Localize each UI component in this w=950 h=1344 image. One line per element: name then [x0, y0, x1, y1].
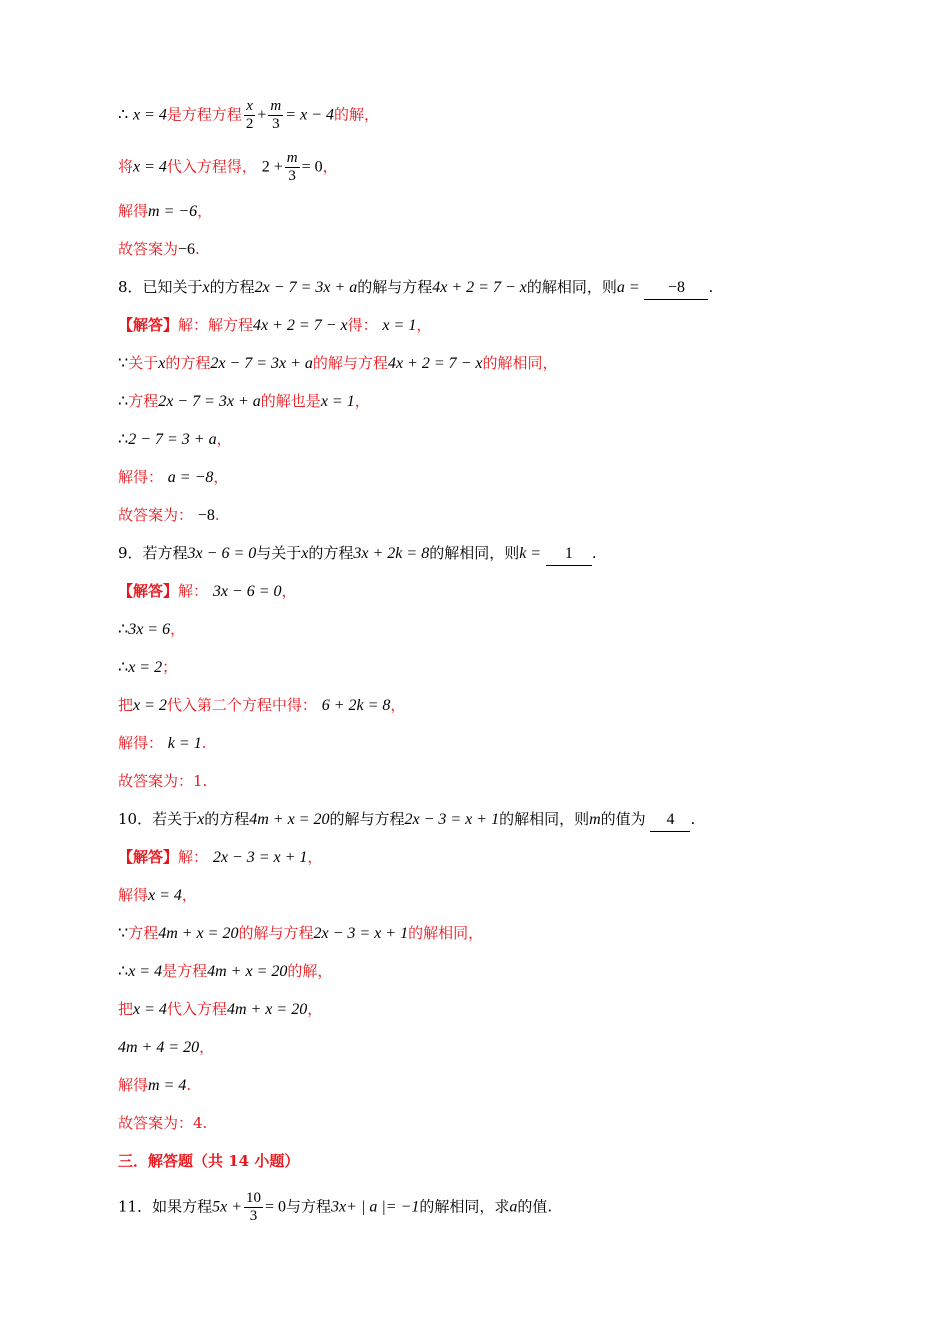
text: .	[690, 810, 696, 828]
variable: x	[158, 355, 166, 372]
answer-10-line-1	[118, 846, 322, 869]
math-expr: x = 1	[320, 393, 355, 410]
math-expr: 6 + 2k = 8	[321, 697, 391, 714]
text: ，	[390, 696, 406, 714]
text: 9．若方程	[118, 544, 188, 562]
math-expr: 4x + 2 = 7 − x	[432, 279, 527, 296]
answer-10-line-5	[118, 998, 322, 1021]
variable: x	[202, 279, 210, 296]
math-expr: m = −6	[148, 203, 198, 220]
text: 故答案为：1.	[118, 772, 208, 790]
math-expr: 2x − 3 = x + 1	[404, 811, 500, 828]
text: 的方程	[308, 544, 354, 562]
answer-9-line-1	[118, 580, 297, 603]
fraction: $\frac{m}{3}$	[270, 98, 282, 132]
text: 得：	[347, 316, 378, 334]
question-10	[118, 808, 695, 832]
solution-line-4	[118, 238, 200, 261]
text: 代入方程	[166, 1000, 227, 1018]
answer-blank: 1	[546, 543, 592, 566]
math-expr: 4x + 2 = 7 − x	[253, 317, 348, 334]
therefore-symbol: ∴	[118, 659, 129, 676]
plus-sign: +	[257, 106, 267, 124]
answer-8-line-6	[118, 504, 220, 527]
math-expr: 4x + 2 = 7 − x	[387, 355, 483, 372]
text: .	[195, 240, 200, 258]
text: ，	[281, 582, 297, 600]
text: 的方程	[209, 278, 255, 296]
text: 把	[118, 1000, 134, 1018]
math-expr: 2x − 7 = 3x + a	[158, 393, 261, 410]
answer-tag: 【解答】	[118, 582, 179, 600]
text: 的解相同，求	[419, 1197, 510, 1216]
answer-8-line-4	[118, 428, 232, 451]
answer-blank: −8	[644, 277, 708, 300]
answer-9-line-4	[118, 694, 405, 717]
math-expr: = 0	[301, 158, 323, 176]
text: .	[591, 544, 597, 562]
math-expr: 2x − 7 = 3x + a	[254, 279, 358, 296]
text: ；	[162, 658, 178, 676]
math-expr: 4m + x = 20	[226, 1001, 308, 1018]
math-expr: x = 4	[133, 1001, 167, 1018]
answer-8-line-3	[118, 390, 370, 413]
text: 解得：	[118, 734, 164, 752]
answer-10-line-8	[118, 1112, 207, 1134]
math-expr: a = −8	[167, 469, 214, 486]
question-9	[118, 542, 597, 566]
math-expr: k = 1	[167, 735, 202, 752]
text: 的方程	[165, 354, 211, 372]
math-expr: 2x − 3 = x + 1	[313, 925, 409, 942]
answer-9-line-2	[118, 618, 185, 641]
because-symbol: ∵	[118, 355, 129, 372]
math-expr: x = 1	[382, 317, 417, 334]
section-title: 三．解答题（共 14 小题）	[118, 1152, 300, 1170]
text: 解得	[118, 886, 149, 904]
answer-8-line-1	[118, 314, 431, 337]
math-expr: 2 − 7 = 3 + a	[128, 431, 217, 448]
math-expr: 4m + x = 20	[207, 963, 288, 980]
text: ，	[354, 392, 370, 410]
math-expr: 3x = 6	[128, 621, 171, 638]
text: 的解相同，则	[429, 544, 520, 562]
math-expr: k =	[519, 545, 542, 562]
text: 解：	[178, 848, 209, 866]
variable: x	[197, 811, 205, 828]
math-expr: −8	[197, 507, 215, 524]
math-expr: = 0	[265, 1198, 287, 1216]
answer-blank: 4	[650, 809, 690, 832]
text: 的值为	[600, 810, 646, 828]
solution-line-1	[118, 98, 379, 133]
answer-10-line-3	[118, 922, 483, 945]
answer-10-line-4	[118, 960, 332, 983]
therefore-symbol: ∴	[118, 106, 129, 124]
answer-9-line-6	[118, 770, 207, 792]
text: 11．如果方程	[118, 1197, 213, 1216]
text: ，	[416, 316, 432, 334]
text: 的方程	[204, 810, 250, 828]
therefore-symbol: ∴	[118, 963, 129, 980]
text: 解得	[118, 1076, 149, 1094]
text: 关于	[128, 354, 159, 372]
text: 解得：	[118, 468, 164, 486]
text: 的解与方程	[329, 810, 405, 828]
math-expr: 3x + 2k = 8	[353, 545, 430, 562]
text: .	[708, 278, 714, 296]
math-expr: x = 2	[133, 697, 167, 714]
text: 的解相同，	[408, 924, 484, 942]
text: ，	[197, 202, 213, 220]
text: ，	[181, 886, 197, 904]
question-8	[118, 276, 713, 300]
text: ，	[322, 157, 338, 176]
text: 方程	[128, 392, 159, 410]
text: 是方程方程	[166, 105, 242, 124]
math-expr: x = 4	[132, 106, 167, 124]
variable: a	[509, 1198, 518, 1216]
text: 的解相同，则	[499, 810, 590, 828]
section-heading	[118, 1150, 299, 1172]
math-expr: = x − 4	[285, 106, 334, 124]
math-expr: a =	[616, 279, 640, 296]
text: ，	[199, 1038, 215, 1056]
math-expr: x = 4	[133, 158, 167, 176]
answer-8-line-5	[118, 466, 228, 489]
answer-tag: 【解答】	[118, 848, 179, 866]
text: 方程	[128, 924, 159, 942]
text: 与方程	[286, 1197, 332, 1216]
therefore-symbol: ∴	[118, 621, 129, 638]
text: .	[201, 734, 207, 752]
because-symbol: ∵	[118, 925, 129, 942]
math-expr: m = 4	[148, 1077, 187, 1094]
math-expr: 3x+ | a |= −1	[331, 1198, 420, 1216]
text: ，	[307, 848, 323, 866]
fraction: $\frac{10}{3}$	[246, 1190, 261, 1224]
math-expr: 4m + x = 20	[158, 925, 239, 942]
math-expr: x = 2	[128, 659, 163, 676]
text: 的解，	[287, 962, 333, 980]
text: 故答案为：4.	[118, 1114, 208, 1132]
text: ，	[213, 468, 229, 486]
text: 将	[118, 157, 134, 176]
text: 故答案为	[118, 240, 179, 258]
answer-10-line-2	[118, 884, 197, 907]
math-expr: 2 +	[261, 158, 283, 176]
text: 的解，	[333, 105, 379, 124]
fraction: $\frac{x}{2}$	[245, 98, 254, 132]
math-expr: −6	[178, 241, 196, 258]
text: .	[186, 1076, 192, 1094]
answer-8-line-2	[118, 352, 558, 375]
variable: x	[301, 545, 309, 562]
text: 的解也是	[260, 392, 321, 410]
text: 代入第二个方程中得：	[166, 696, 317, 714]
math-expr: x = 4	[148, 887, 182, 904]
answer-9-line-3	[118, 656, 177, 679]
text: 解：	[178, 582, 209, 600]
math-expr: 5x +	[212, 1198, 242, 1216]
therefore-symbol: ∴	[118, 393, 129, 410]
answer-10-line-6	[118, 1036, 214, 1059]
text: 的解相同，	[482, 354, 558, 372]
text: 10．若关于	[118, 810, 198, 828]
text: 的解相同，则	[526, 278, 617, 296]
math-expr: x = 4	[128, 963, 163, 980]
math-expr: 2x − 7 = 3x + a	[210, 355, 313, 372]
text: 故答案为：	[118, 506, 194, 524]
text: 的解与方程	[238, 924, 314, 942]
math-expr: 4m + 4 = 20	[118, 1039, 200, 1056]
question-11	[118, 1190, 552, 1225]
text: 把	[118, 696, 134, 714]
text: 8．已知关于	[118, 278, 203, 296]
text: 的解与方程	[357, 278, 433, 296]
text: ，	[307, 1000, 323, 1018]
answer-10-line-7	[118, 1074, 191, 1097]
therefore-symbol: ∴	[118, 431, 129, 448]
math-expr: 3x − 6 = 0	[212, 583, 282, 600]
text: .	[214, 506, 220, 524]
math-expr: 3x − 6 = 0	[187, 545, 257, 562]
text: 的解与方程	[312, 354, 388, 372]
text: 代入方程得，	[166, 157, 257, 176]
text: 解：解方程	[178, 316, 254, 334]
variable: m	[589, 811, 601, 828]
answer-tag: 【解答】	[118, 316, 179, 334]
answer-9-line-5	[118, 732, 206, 755]
text: 解得	[118, 202, 149, 220]
solution-line-3	[118, 200, 212, 223]
text: 的值.	[517, 1197, 553, 1216]
fraction: $\frac{m}{3}$	[286, 150, 298, 184]
text: ，	[216, 430, 232, 448]
text: 是方程	[162, 962, 208, 980]
math-expr: 2x − 3 = x + 1	[212, 849, 308, 866]
text: 与关于	[256, 544, 302, 562]
math-expr: 4m + x = 20	[249, 811, 330, 828]
text: ，	[170, 620, 186, 638]
solution-line-2	[118, 150, 338, 185]
